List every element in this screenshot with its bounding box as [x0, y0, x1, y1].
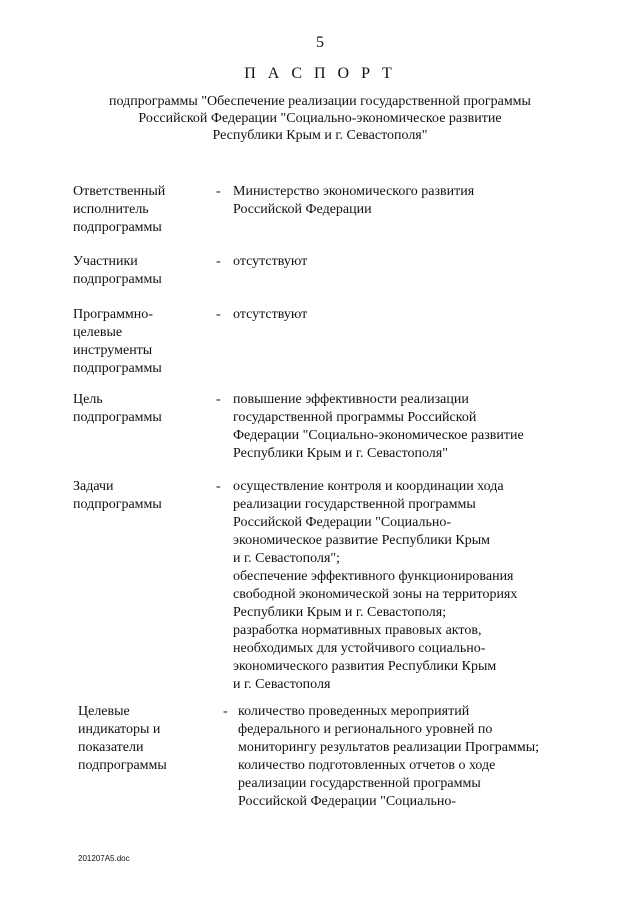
- row-dash: -: [216, 479, 221, 494]
- subtitle-line: Республики Крым и г. Севастополя": [212, 128, 428, 143]
- value-line: отсутствуют: [233, 254, 308, 269]
- row-label: [73, 183, 213, 237]
- value-line: Российской Федерации "Социально-: [233, 515, 452, 530]
- row-dash: -: [223, 704, 228, 719]
- value-line: Республики Крым и г. Севастополя;: [233, 605, 447, 620]
- row-dash: -: [216, 392, 221, 407]
- value-line: и г. Севастополя: [233, 677, 331, 692]
- document-title: П А С П О Р Т: [244, 65, 396, 82]
- label-line: подпрограммы: [73, 410, 162, 425]
- row-label: [78, 703, 218, 775]
- row-dash: -: [216, 254, 221, 269]
- value-line: количество проведенных мероприятий: [238, 704, 470, 719]
- value-line: и г. Севастополя";: [233, 551, 341, 566]
- label-line: исполнитель: [73, 202, 149, 217]
- value-line: осуществление контроля и координации хода: [233, 479, 504, 494]
- value-line: экономическое развитие Республики Крым: [233, 533, 490, 548]
- value-line: Российской Федерации: [233, 202, 372, 217]
- value-line: отсутствуют: [233, 307, 308, 322]
- value-line: федерального и регионального уровней по: [238, 722, 493, 737]
- label-line: подпрограммы: [73, 272, 162, 287]
- row-value: [233, 478, 517, 694]
- row-value: [233, 306, 307, 324]
- row-dash: -: [216, 184, 221, 199]
- label-line: Программно-: [73, 307, 153, 322]
- label-line: инструменты: [73, 343, 153, 358]
- value-line: количество подготовленных отчетов о ходе: [238, 758, 496, 773]
- label-line: подпрограммы: [73, 361, 162, 376]
- label-line: Ответственный: [73, 184, 166, 199]
- value-line: свободной экономической зоны на территориях: [233, 587, 518, 602]
- value-line: государственной программы Российской: [233, 410, 477, 425]
- row-value: [233, 183, 474, 219]
- document-subtitle: [60, 93, 580, 144]
- value-line: повышение эффективности реализации: [233, 392, 469, 407]
- label-line: подпрограммы: [73, 497, 162, 512]
- label-line: Участники: [73, 254, 138, 269]
- row-label: [73, 253, 213, 289]
- subtitle-line: Российской Федерации "Социально-экономическое развитие: [138, 111, 502, 126]
- label-line: индикаторы и: [78, 722, 161, 737]
- label-line: подпрограммы: [78, 758, 167, 773]
- label-line: Цель: [73, 392, 103, 407]
- label-line: Целевые: [78, 704, 130, 719]
- value-line: реализации государственной программы: [238, 776, 481, 791]
- value-line: Федерации "Социально-экономическое развитие: [233, 428, 524, 443]
- value-line: Республики Крым и г. Севастополя": [233, 446, 448, 461]
- label-line: показатели: [78, 740, 144, 755]
- value-line: разработка нормативных правовых актов,: [233, 623, 482, 638]
- value-line: обеспечение эффективного функционирования: [233, 569, 514, 584]
- subtitle-line: подпрограммы "Обеспечение реализации государственной программы: [109, 94, 531, 109]
- row-value: [233, 391, 524, 463]
- footer-filename: 201207A5.doc: [78, 854, 130, 863]
- row-value: [233, 253, 307, 271]
- value-line: экономического развития Республики Крым: [233, 659, 497, 674]
- page-number: 5: [316, 34, 324, 51]
- row-label: [73, 306, 213, 378]
- row-label: [73, 391, 213, 427]
- row-dash: -: [216, 307, 221, 322]
- value-line: необходимых для устойчивого социально-: [233, 641, 486, 656]
- value-line: Российской Федерации "Социально-: [238, 794, 457, 809]
- label-line: целевые: [73, 325, 123, 340]
- row-label: [73, 478, 213, 514]
- row-value: [238, 703, 539, 811]
- value-line: Министерство экономического развития: [233, 184, 475, 199]
- value-line: реализации государственной программы: [233, 497, 476, 512]
- label-line: Задачи: [73, 479, 114, 494]
- value-line: мониторингу результатов реализации Программы;: [238, 740, 540, 755]
- label-line: подпрограммы: [73, 220, 162, 235]
